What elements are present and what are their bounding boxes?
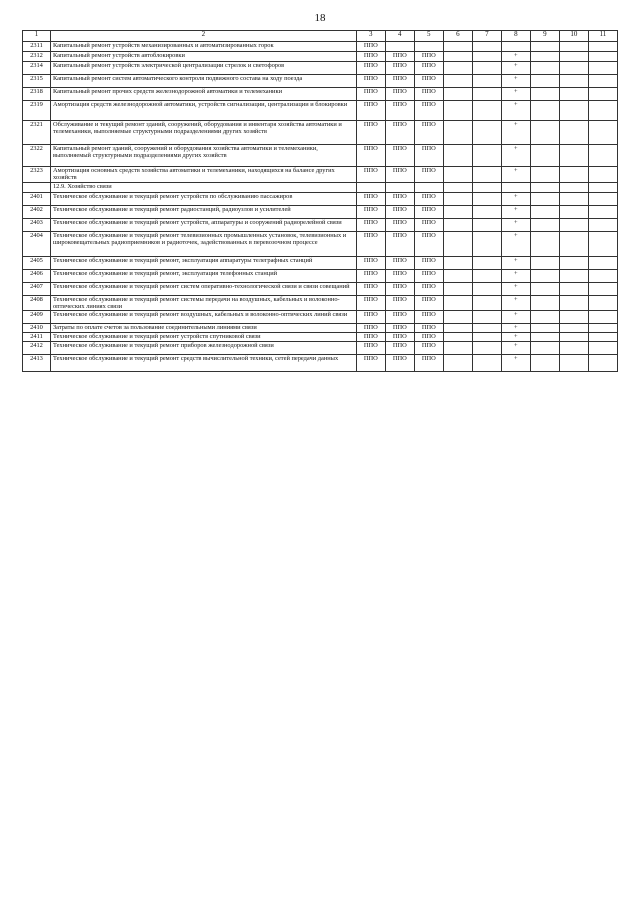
row-value-cell — [443, 333, 472, 342]
header-cell: 11 — [588, 31, 617, 42]
row-value-cell — [472, 324, 501, 333]
table-row — [23, 270, 618, 283]
row-value-cell: + — [501, 52, 530, 62]
row-value-cell — [559, 183, 588, 193]
row-value-cell — [588, 219, 617, 232]
header-cell: 9 — [530, 31, 559, 42]
row-value-cell — [530, 167, 559, 183]
row-value-cell — [472, 88, 501, 101]
row-value-cell — [443, 270, 472, 283]
row-value-cell: ППО — [414, 219, 443, 232]
row-value-cell: ППО — [356, 333, 385, 342]
row-code-cell: 2401 — [23, 193, 51, 206]
row-name-cell: Техническое обслуживание и текущий ремонт телевизионных промышленных установок, телевизионных и широковещательных радиоприемников и радиоточек, задействованных в перевозочном процессе — [50, 232, 356, 257]
row-code-cell: 2311 — [23, 42, 51, 52]
row-value-cell — [472, 75, 501, 88]
row-value-cell: ППО — [356, 167, 385, 183]
row-name-cell: Затраты по оплате счетов за пользование соединительными линиями связи — [50, 324, 356, 333]
table-row — [23, 311, 618, 324]
row-value-cell — [443, 324, 472, 333]
row-value-cell: ППО — [414, 311, 443, 324]
row-value-cell: ППО — [414, 167, 443, 183]
table-row — [23, 257, 618, 270]
row-value-cell — [559, 342, 588, 355]
row-value-cell — [559, 270, 588, 283]
row-value-cell — [559, 296, 588, 311]
row-value-cell — [530, 183, 559, 193]
row-value-cell — [530, 270, 559, 283]
row-value-cell — [559, 311, 588, 324]
row-value-cell — [530, 145, 559, 167]
row-value-cell — [588, 333, 617, 342]
row-value-cell — [588, 88, 617, 101]
row-code-cell: 2405 — [23, 257, 51, 270]
row-value-cell: ППО — [385, 324, 414, 333]
row-code-cell: 2318 — [23, 88, 51, 101]
row-value-cell: ППО — [385, 355, 414, 372]
table-row — [23, 232, 618, 257]
row-value-cell: + — [501, 62, 530, 75]
row-value-cell — [385, 42, 414, 52]
row-code-cell: 2413 — [23, 355, 51, 372]
table-row — [23, 101, 618, 121]
row-value-cell — [443, 167, 472, 183]
row-name-cell: Техническое обслуживание и текущий ремонт устройств по обслуживанию пассажиров — [50, 193, 356, 206]
row-value-cell — [588, 206, 617, 219]
row-value-cell: ППО — [356, 42, 385, 52]
row-code-cell: 2412 — [23, 342, 51, 355]
row-value-cell — [443, 283, 472, 296]
table-row — [23, 283, 618, 296]
row-value-cell: ППО — [414, 257, 443, 270]
row-value-cell — [559, 206, 588, 219]
row-value-cell — [414, 42, 443, 52]
row-value-cell — [588, 324, 617, 333]
row-value-cell: ППО — [356, 75, 385, 88]
row-name-cell: Капитальный ремонт систем автоматического контроля подвижного состава на ходу поезда — [50, 75, 356, 88]
row-value-cell: + — [501, 206, 530, 219]
row-value-cell — [530, 257, 559, 270]
table-row — [23, 121, 618, 145]
row-value-cell: ППО — [356, 206, 385, 219]
row-code-cell: 2409 — [23, 311, 51, 324]
row-value-cell — [530, 206, 559, 219]
table-row — [23, 296, 618, 311]
row-value-cell: + — [501, 311, 530, 324]
table-row — [23, 42, 618, 52]
row-value-cell — [559, 75, 588, 88]
row-value-cell — [530, 283, 559, 296]
row-value-cell — [588, 183, 617, 193]
row-code-cell: 2404 — [23, 232, 51, 257]
row-value-cell — [530, 324, 559, 333]
row-value-cell: + — [501, 324, 530, 333]
row-value-cell: ППО — [385, 342, 414, 355]
row-name-cell: Капитальный ремонт устройств электрической централизации стрелок и светофоров — [50, 62, 356, 75]
row-value-cell — [588, 355, 617, 372]
row-value-cell — [588, 257, 617, 270]
row-value-cell — [443, 342, 472, 355]
header-cell: 4 — [385, 31, 414, 42]
table-row — [23, 355, 618, 372]
table-header-row — [23, 31, 618, 42]
row-value-cell — [559, 62, 588, 75]
row-value-cell — [443, 121, 472, 145]
table-row — [23, 193, 618, 206]
row-value-cell — [588, 75, 617, 88]
row-value-cell — [472, 183, 501, 193]
row-name-cell: Техническое обслуживание и текущий ремонт средств вычислительной техники, сетей передачи данных — [50, 355, 356, 372]
row-name-cell: Амортизация основных средств хозяйства автоматики и телемеханики, находящихся на балансе других хозяйств — [50, 167, 356, 183]
row-value-cell: ППО — [385, 296, 414, 311]
row-value-cell — [588, 167, 617, 183]
row-value-cell: ППО — [385, 101, 414, 121]
row-value-cell — [443, 193, 472, 206]
row-code-cell: 2408 — [23, 296, 51, 311]
row-value-cell — [385, 183, 414, 193]
row-value-cell: ППО — [414, 270, 443, 283]
table-body — [23, 42, 618, 372]
row-value-cell — [588, 270, 617, 283]
row-value-cell: ППО — [356, 52, 385, 62]
row-value-cell — [530, 333, 559, 342]
row-value-cell: ППО — [414, 193, 443, 206]
row-value-cell — [472, 270, 501, 283]
row-value-cell: ППО — [356, 232, 385, 257]
row-value-cell: + — [501, 342, 530, 355]
row-code-cell: 2402 — [23, 206, 51, 219]
row-value-cell: + — [501, 88, 530, 101]
row-value-cell — [472, 296, 501, 311]
row-value-cell — [559, 88, 588, 101]
row-value-cell — [559, 257, 588, 270]
row-value-cell: ППО — [385, 145, 414, 167]
table-row — [23, 219, 618, 232]
row-value-cell — [559, 333, 588, 342]
header-cell: 5 — [414, 31, 443, 42]
row-value-cell: + — [501, 355, 530, 372]
row-code-cell — [23, 183, 51, 193]
row-name-cell: Капитальный ремонт зданий, сооружений и оборудования хозяйства автоматики и телемеханики, выполняемый структурными подразделениями других хозяйств — [50, 145, 356, 167]
row-value-cell — [356, 183, 385, 193]
page-number: 18 — [314, 12, 326, 24]
row-value-cell — [443, 355, 472, 372]
header-cell: 6 — [443, 31, 472, 42]
row-name-cell: Техническое обслуживание и текущий ремонт устройств спутниковой связи — [50, 333, 356, 342]
row-value-cell: + — [501, 219, 530, 232]
table-row — [23, 342, 618, 355]
row-value-cell: ППО — [356, 257, 385, 270]
row-value-cell — [443, 88, 472, 101]
row-value-cell — [472, 311, 501, 324]
row-value-cell — [588, 42, 617, 52]
row-value-cell — [472, 342, 501, 355]
row-name-cell: Капитальный ремонт устройств механизированных и автоматизированных горок — [50, 42, 356, 52]
row-value-cell — [472, 193, 501, 206]
row-value-cell: ППО — [385, 257, 414, 270]
header-cell: 3 — [356, 31, 385, 42]
row-value-cell — [559, 101, 588, 121]
row-value-cell: ППО — [356, 296, 385, 311]
row-value-cell — [472, 52, 501, 62]
row-value-cell: ППО — [414, 75, 443, 88]
row-value-cell — [443, 62, 472, 75]
row-value-cell: ППО — [356, 101, 385, 121]
row-code-cell: 2323 — [23, 167, 51, 183]
row-name-cell: Техническое обслуживание и текущий ремонт, эксплуатация аппаратуры телеграфных станций — [50, 257, 356, 270]
row-name-cell: Техническое обслуживание и текущий ремонт приборов железнодорожной связи — [50, 342, 356, 355]
row-code-cell: 2410 — [23, 324, 51, 333]
row-value-cell — [443, 311, 472, 324]
row-value-cell — [501, 183, 530, 193]
header-cell: 8 — [501, 31, 530, 42]
row-value-cell: ППО — [385, 193, 414, 206]
row-code-cell: 2314 — [23, 62, 51, 75]
row-value-cell: ППО — [385, 333, 414, 342]
row-value-cell — [559, 167, 588, 183]
row-value-cell: ППО — [414, 62, 443, 75]
header-cell: 2 — [50, 31, 356, 42]
row-value-cell — [559, 219, 588, 232]
row-code-cell: 2411 — [23, 333, 51, 342]
row-value-cell: ППО — [414, 342, 443, 355]
row-value-cell: ППО — [385, 311, 414, 324]
table-row — [23, 62, 618, 75]
table-row — [23, 145, 618, 167]
row-value-cell — [588, 145, 617, 167]
row-value-cell — [472, 283, 501, 296]
row-value-cell — [530, 52, 559, 62]
row-value-cell: ППО — [385, 219, 414, 232]
row-value-cell: ППО — [385, 62, 414, 75]
row-value-cell: + — [501, 283, 530, 296]
row-value-cell: ППО — [414, 101, 443, 121]
row-value-cell: ППО — [385, 232, 414, 257]
row-value-cell — [588, 232, 617, 257]
row-value-cell: + — [501, 270, 530, 283]
row-value-cell — [472, 145, 501, 167]
row-value-cell: + — [501, 145, 530, 167]
row-value-cell — [443, 232, 472, 257]
row-value-cell — [530, 101, 559, 121]
row-value-cell — [472, 257, 501, 270]
row-value-cell: ППО — [414, 232, 443, 257]
row-value-cell — [559, 324, 588, 333]
row-value-cell: + — [501, 121, 530, 145]
table-row — [23, 324, 618, 333]
row-value-cell — [530, 311, 559, 324]
row-code-cell: 2315 — [23, 75, 51, 88]
row-code-cell: 2322 — [23, 145, 51, 167]
row-value-cell: ППО — [385, 283, 414, 296]
row-code-cell: 2407 — [23, 283, 51, 296]
row-value-cell: + — [501, 232, 530, 257]
row-value-cell — [559, 42, 588, 52]
row-name-cell: Техническое обслуживание и текущий ремонт, эксплуатация телефонных станций — [50, 270, 356, 283]
header-cell: 10 — [559, 31, 588, 42]
row-value-cell: ППО — [414, 355, 443, 372]
row-name-cell: Техническое обслуживание и текущий ремонт воздушных, кабельных и волоконно-оптических линий связи — [50, 311, 356, 324]
row-value-cell — [588, 193, 617, 206]
row-value-cell — [530, 232, 559, 257]
row-value-cell — [559, 355, 588, 372]
row-value-cell: + — [501, 193, 530, 206]
row-value-cell — [472, 206, 501, 219]
row-value-cell — [588, 101, 617, 121]
row-name-cell: Амортизация средств железнодорожной автоматики, устройств сигнализации, централизации и блокировки — [50, 101, 356, 121]
row-value-cell: + — [501, 101, 530, 121]
row-value-cell — [559, 121, 588, 145]
row-name-cell: Техническое обслуживание и текущий ремонт устройств, аппаратуры и сооружений радиорелейной связи — [50, 219, 356, 232]
row-name-cell: Техническое обслуживание и текущий ремонт систем оперативно-технологической связи и связи совещаний — [50, 283, 356, 296]
row-value-cell — [443, 101, 472, 121]
row-value-cell — [443, 75, 472, 88]
row-value-cell — [443, 42, 472, 52]
table-row — [23, 183, 618, 193]
row-value-cell — [588, 121, 617, 145]
row-value-cell — [414, 183, 443, 193]
row-value-cell — [588, 52, 617, 62]
row-value-cell: ППО — [356, 219, 385, 232]
row-value-cell — [588, 296, 617, 311]
row-name-cell: 12.9. Хозяйство связи — [50, 183, 356, 193]
row-value-cell — [443, 145, 472, 167]
row-value-cell — [530, 42, 559, 52]
row-value-cell: ППО — [385, 52, 414, 62]
row-value-cell: + — [501, 75, 530, 88]
row-value-cell: ППО — [414, 283, 443, 296]
row-value-cell: ППО — [356, 342, 385, 355]
row-value-cell — [443, 219, 472, 232]
row-value-cell — [472, 232, 501, 257]
row-name-cell: Капитальный ремонт устройств автоблокировки — [50, 52, 356, 62]
row-value-cell: ППО — [385, 167, 414, 183]
row-name-cell: Техническое обслуживание и текущий ремонт радиостанций, радиоузлов и усилителей — [50, 206, 356, 219]
table-row — [23, 333, 618, 342]
row-value-cell — [443, 257, 472, 270]
row-code-cell: 2319 — [23, 101, 51, 121]
row-value-cell — [588, 283, 617, 296]
row-code-cell: 2321 — [23, 121, 51, 145]
row-value-cell: ППО — [414, 52, 443, 62]
row-value-cell: ППО — [356, 311, 385, 324]
row-value-cell — [559, 145, 588, 167]
row-value-cell: ППО — [356, 88, 385, 101]
row-value-cell — [443, 296, 472, 311]
row-value-cell — [530, 296, 559, 311]
row-value-cell: ППО — [385, 121, 414, 145]
row-value-cell — [530, 219, 559, 232]
row-value-cell — [559, 52, 588, 62]
row-value-cell — [530, 193, 559, 206]
row-name-cell: Обслуживание и текущий ремонт зданий, сооружений, оборудования и инвентаря хозяйства автоматики и телемеханики, выполняемые структурными подразделениями других хозяйств — [50, 121, 356, 145]
row-code-cell: 2406 — [23, 270, 51, 283]
row-value-cell: ППО — [356, 355, 385, 372]
row-value-cell: ППО — [385, 75, 414, 88]
row-value-cell — [530, 121, 559, 145]
row-value-cell — [501, 42, 530, 52]
row-value-cell: ППО — [356, 324, 385, 333]
row-value-cell — [530, 355, 559, 372]
row-value-cell: ППО — [414, 206, 443, 219]
row-value-cell — [588, 62, 617, 75]
row-value-cell: ППО — [385, 206, 414, 219]
row-name-cell: Техническое обслуживание и текущий ремонт системы передачи на воздушных, кабельных и волоконно-оптических линиях связи — [50, 296, 356, 311]
row-value-cell: ППО — [356, 283, 385, 296]
header-cell: 1 — [23, 31, 51, 42]
row-code-cell: 2312 — [23, 52, 51, 62]
table-row — [23, 52, 618, 62]
row-value-cell: + — [501, 167, 530, 183]
table-row — [23, 206, 618, 219]
row-value-cell: ППО — [356, 193, 385, 206]
table-row — [23, 75, 618, 88]
row-value-cell — [559, 193, 588, 206]
row-value-cell — [472, 333, 501, 342]
row-value-cell — [443, 183, 472, 193]
row-value-cell: + — [501, 333, 530, 342]
row-value-cell — [530, 342, 559, 355]
row-value-cell — [443, 206, 472, 219]
row-value-cell — [588, 342, 617, 355]
row-value-cell — [443, 52, 472, 62]
row-value-cell — [472, 121, 501, 145]
row-value-cell: + — [501, 257, 530, 270]
row-value-cell — [472, 219, 501, 232]
row-value-cell: ППО — [414, 324, 443, 333]
table-row — [23, 167, 618, 183]
header-cell: 7 — [472, 31, 501, 42]
row-value-cell — [559, 232, 588, 257]
row-value-cell — [472, 355, 501, 372]
row-value-cell — [559, 283, 588, 296]
cost-items-table — [22, 30, 618, 372]
table-row — [23, 88, 618, 101]
row-value-cell: ППО — [385, 270, 414, 283]
row-value-cell: ППО — [414, 145, 443, 167]
row-value-cell — [530, 88, 559, 101]
row-value-cell — [530, 62, 559, 75]
row-value-cell — [588, 311, 617, 324]
row-value-cell — [472, 62, 501, 75]
row-value-cell: ППО — [356, 62, 385, 75]
row-value-cell — [472, 101, 501, 121]
row-value-cell — [530, 75, 559, 88]
row-value-cell: ППО — [356, 121, 385, 145]
row-value-cell: ППО — [356, 145, 385, 167]
row-code-cell: 2403 — [23, 219, 51, 232]
row-value-cell: ППО — [414, 296, 443, 311]
row-value-cell: ППО — [356, 270, 385, 283]
row-value-cell: ППО — [414, 88, 443, 101]
row-name-cell: Капитальный ремонт прочих средств железнодорожной автоматики и телемеханики — [50, 88, 356, 101]
row-value-cell — [472, 42, 501, 52]
row-value-cell: ППО — [414, 121, 443, 145]
row-value-cell: ППО — [414, 333, 443, 342]
row-value-cell: + — [501, 296, 530, 311]
row-value-cell: ППО — [385, 88, 414, 101]
row-value-cell — [472, 167, 501, 183]
